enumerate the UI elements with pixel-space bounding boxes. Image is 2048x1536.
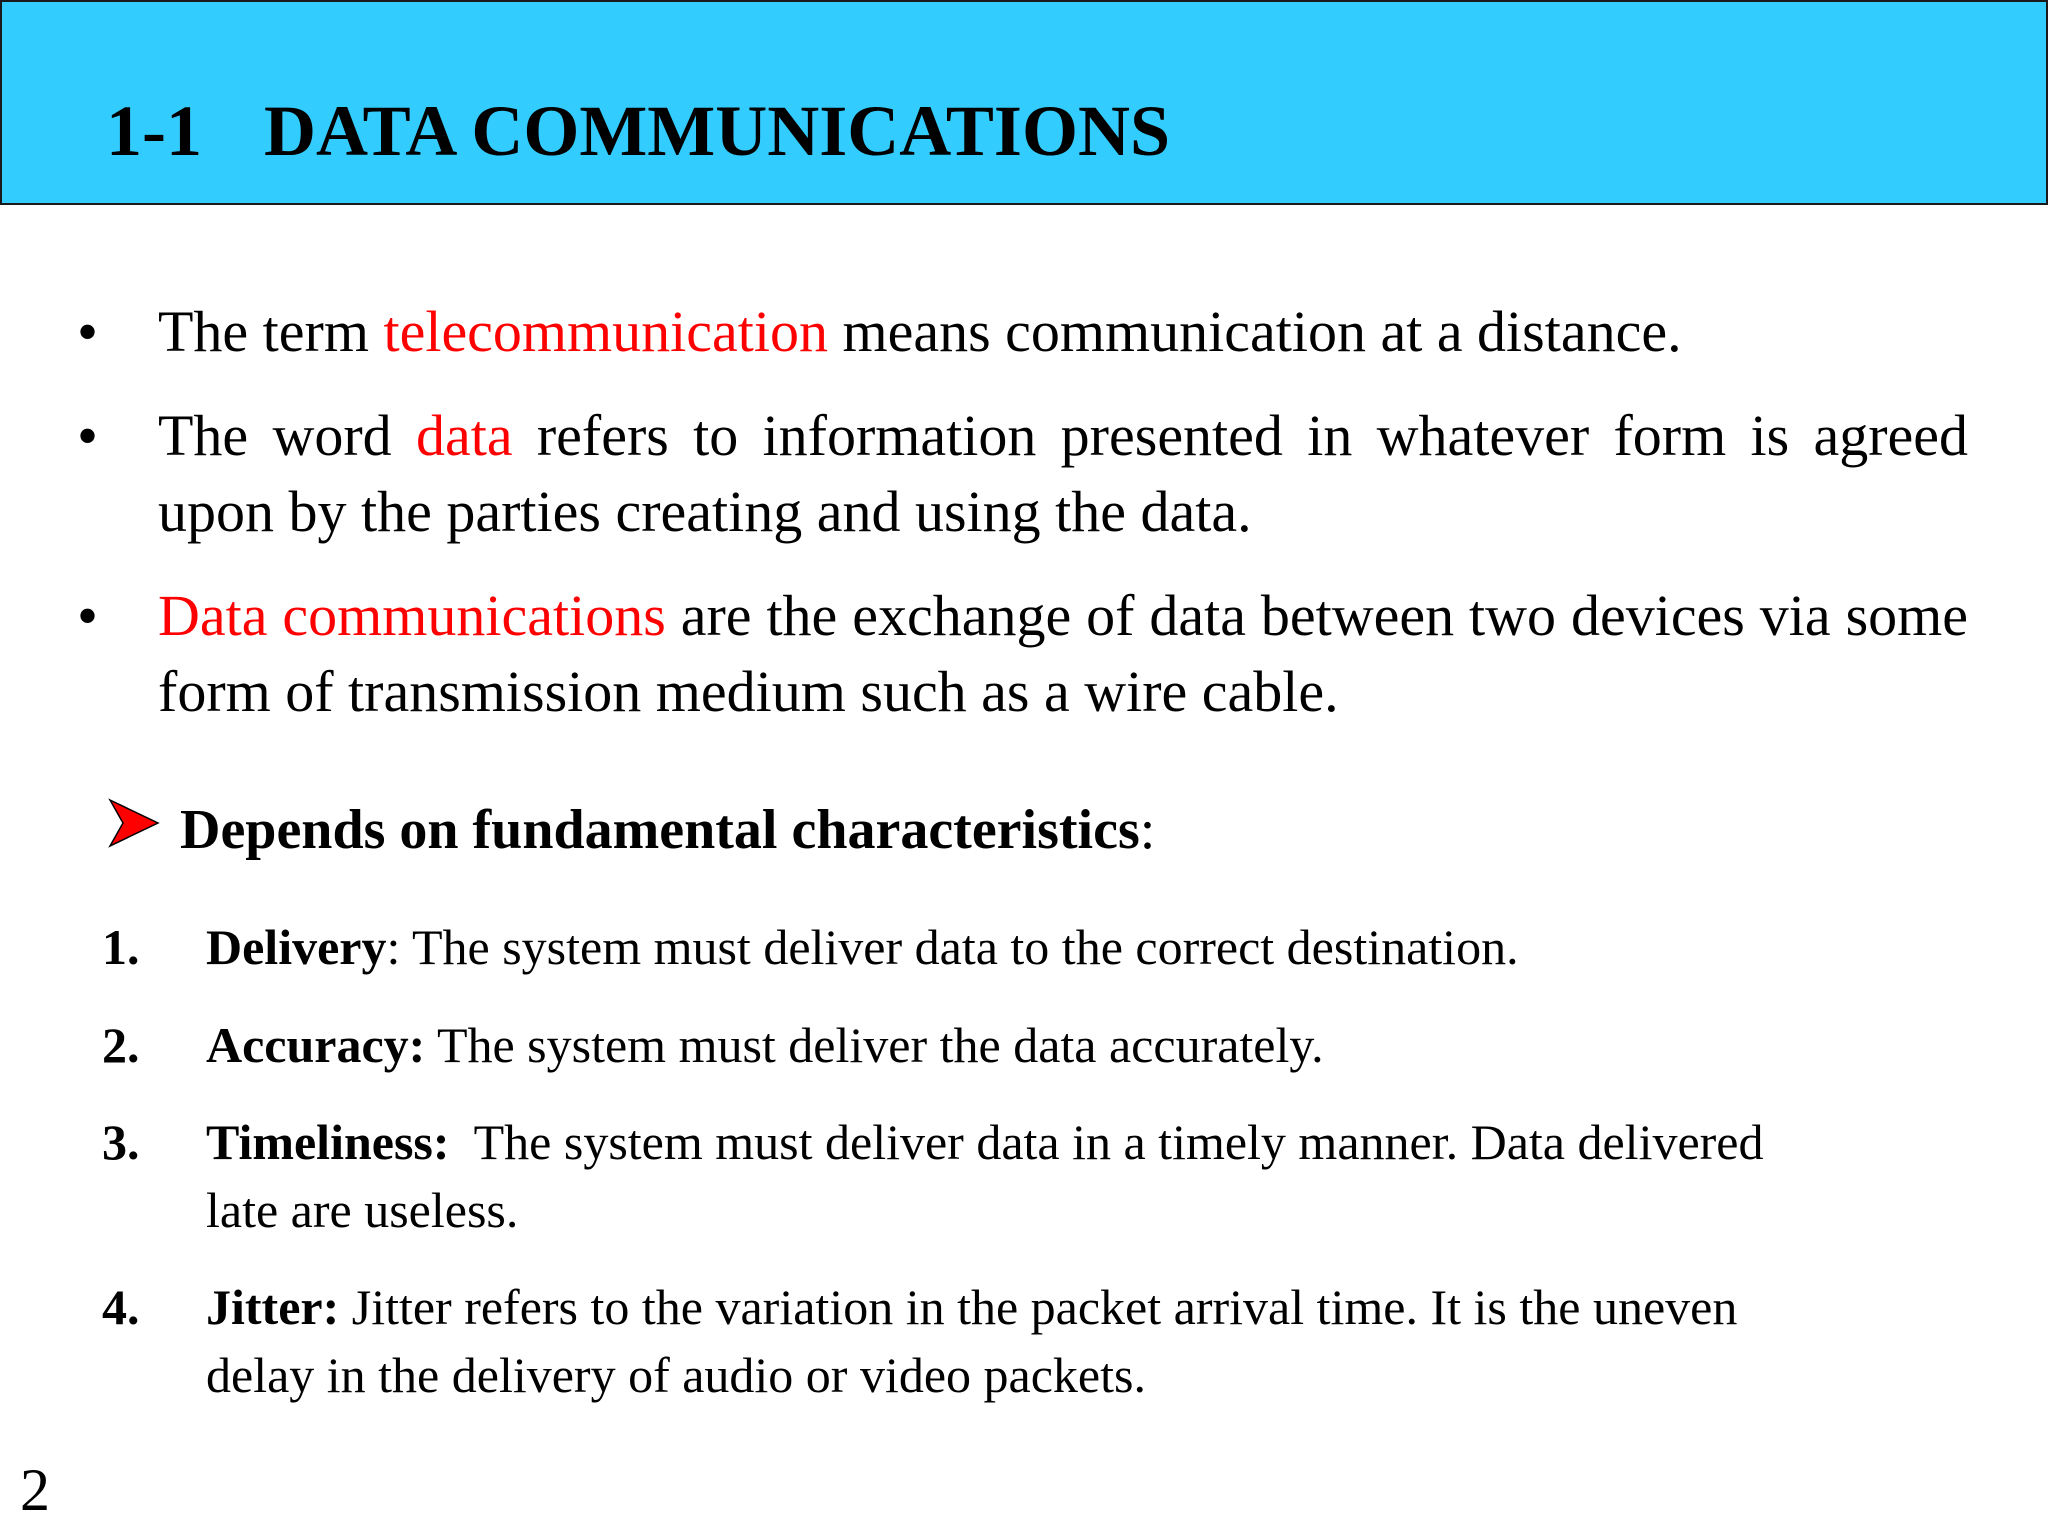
- arrow-right-icon: [108, 798, 160, 848]
- item-term: Delivery: [206, 919, 387, 975]
- item-description: The system must deliver the data accurately.: [425, 1017, 1324, 1073]
- item-description: The system must deliver data in a timely manner. Data delivered late are useless.: [206, 1114, 1776, 1238]
- item-text: [206, 913, 1786, 981]
- item-number: 1.: [102, 919, 140, 975]
- bullet-marker: •: [77, 299, 99, 365]
- bullet-text: [158, 578, 1968, 730]
- bullet-marker: •: [77, 403, 99, 469]
- bullet-text-rest: means communication at a distance.: [827, 299, 1682, 364]
- item-text: [206, 1108, 1786, 1244]
- heading-label: Depends on fundamental characteristics: [180, 799, 1140, 861]
- highlighted-term: data: [415, 403, 513, 468]
- item-term: Jitter:: [206, 1279, 340, 1335]
- bullet-text-rest: refers to information presented in whatever form is agreed upon by the parties creating and using the data.: [158, 403, 1969, 544]
- bullet-text: [158, 398, 1968, 550]
- bullet-marker: •: [77, 583, 99, 649]
- item-term: Accuracy:: [206, 1017, 426, 1073]
- heading-colon: :: [1139, 799, 1156, 861]
- section-title: DATA COMMUNICATIONS: [263, 91, 1170, 171]
- bullet-text-lead: The word: [158, 403, 416, 468]
- item-number: 4.: [102, 1279, 140, 1335]
- item-number: 2.: [102, 1017, 140, 1073]
- highlighted-term: Data communications: [158, 583, 666, 648]
- section-number: 1-1: [106, 91, 202, 171]
- bullet-item-data-communications: [0, 578, 2048, 738]
- page-number: 2: [20, 1457, 50, 1523]
- characteristics-heading-text: [180, 790, 1155, 870]
- highlighted-term: telecommunication: [383, 299, 828, 364]
- bullet-text: [158, 294, 1968, 370]
- bullet-text-rest: are the exchange of data between two devices via some form of transmission medium such as a wire cable.: [158, 583, 1969, 724]
- item-number: 3.: [102, 1114, 140, 1170]
- title-bar: [0, 0, 2048, 205]
- item-description: : The system must deliver data to the correct destination.: [386, 919, 1519, 975]
- item-description: Jitter refers to the variation in the packet arrival time. It is the uneven delay in the delivery of audio or video packets.: [206, 1279, 1738, 1403]
- item-term: Timeliness:: [206, 1114, 450, 1170]
- bullet-item-data: [0, 398, 2048, 558]
- slide-title: [106, 86, 1170, 176]
- item-text: [206, 1011, 1786, 1079]
- bullet-text-lead: The term: [158, 299, 384, 364]
- item-text: [206, 1273, 1786, 1409]
